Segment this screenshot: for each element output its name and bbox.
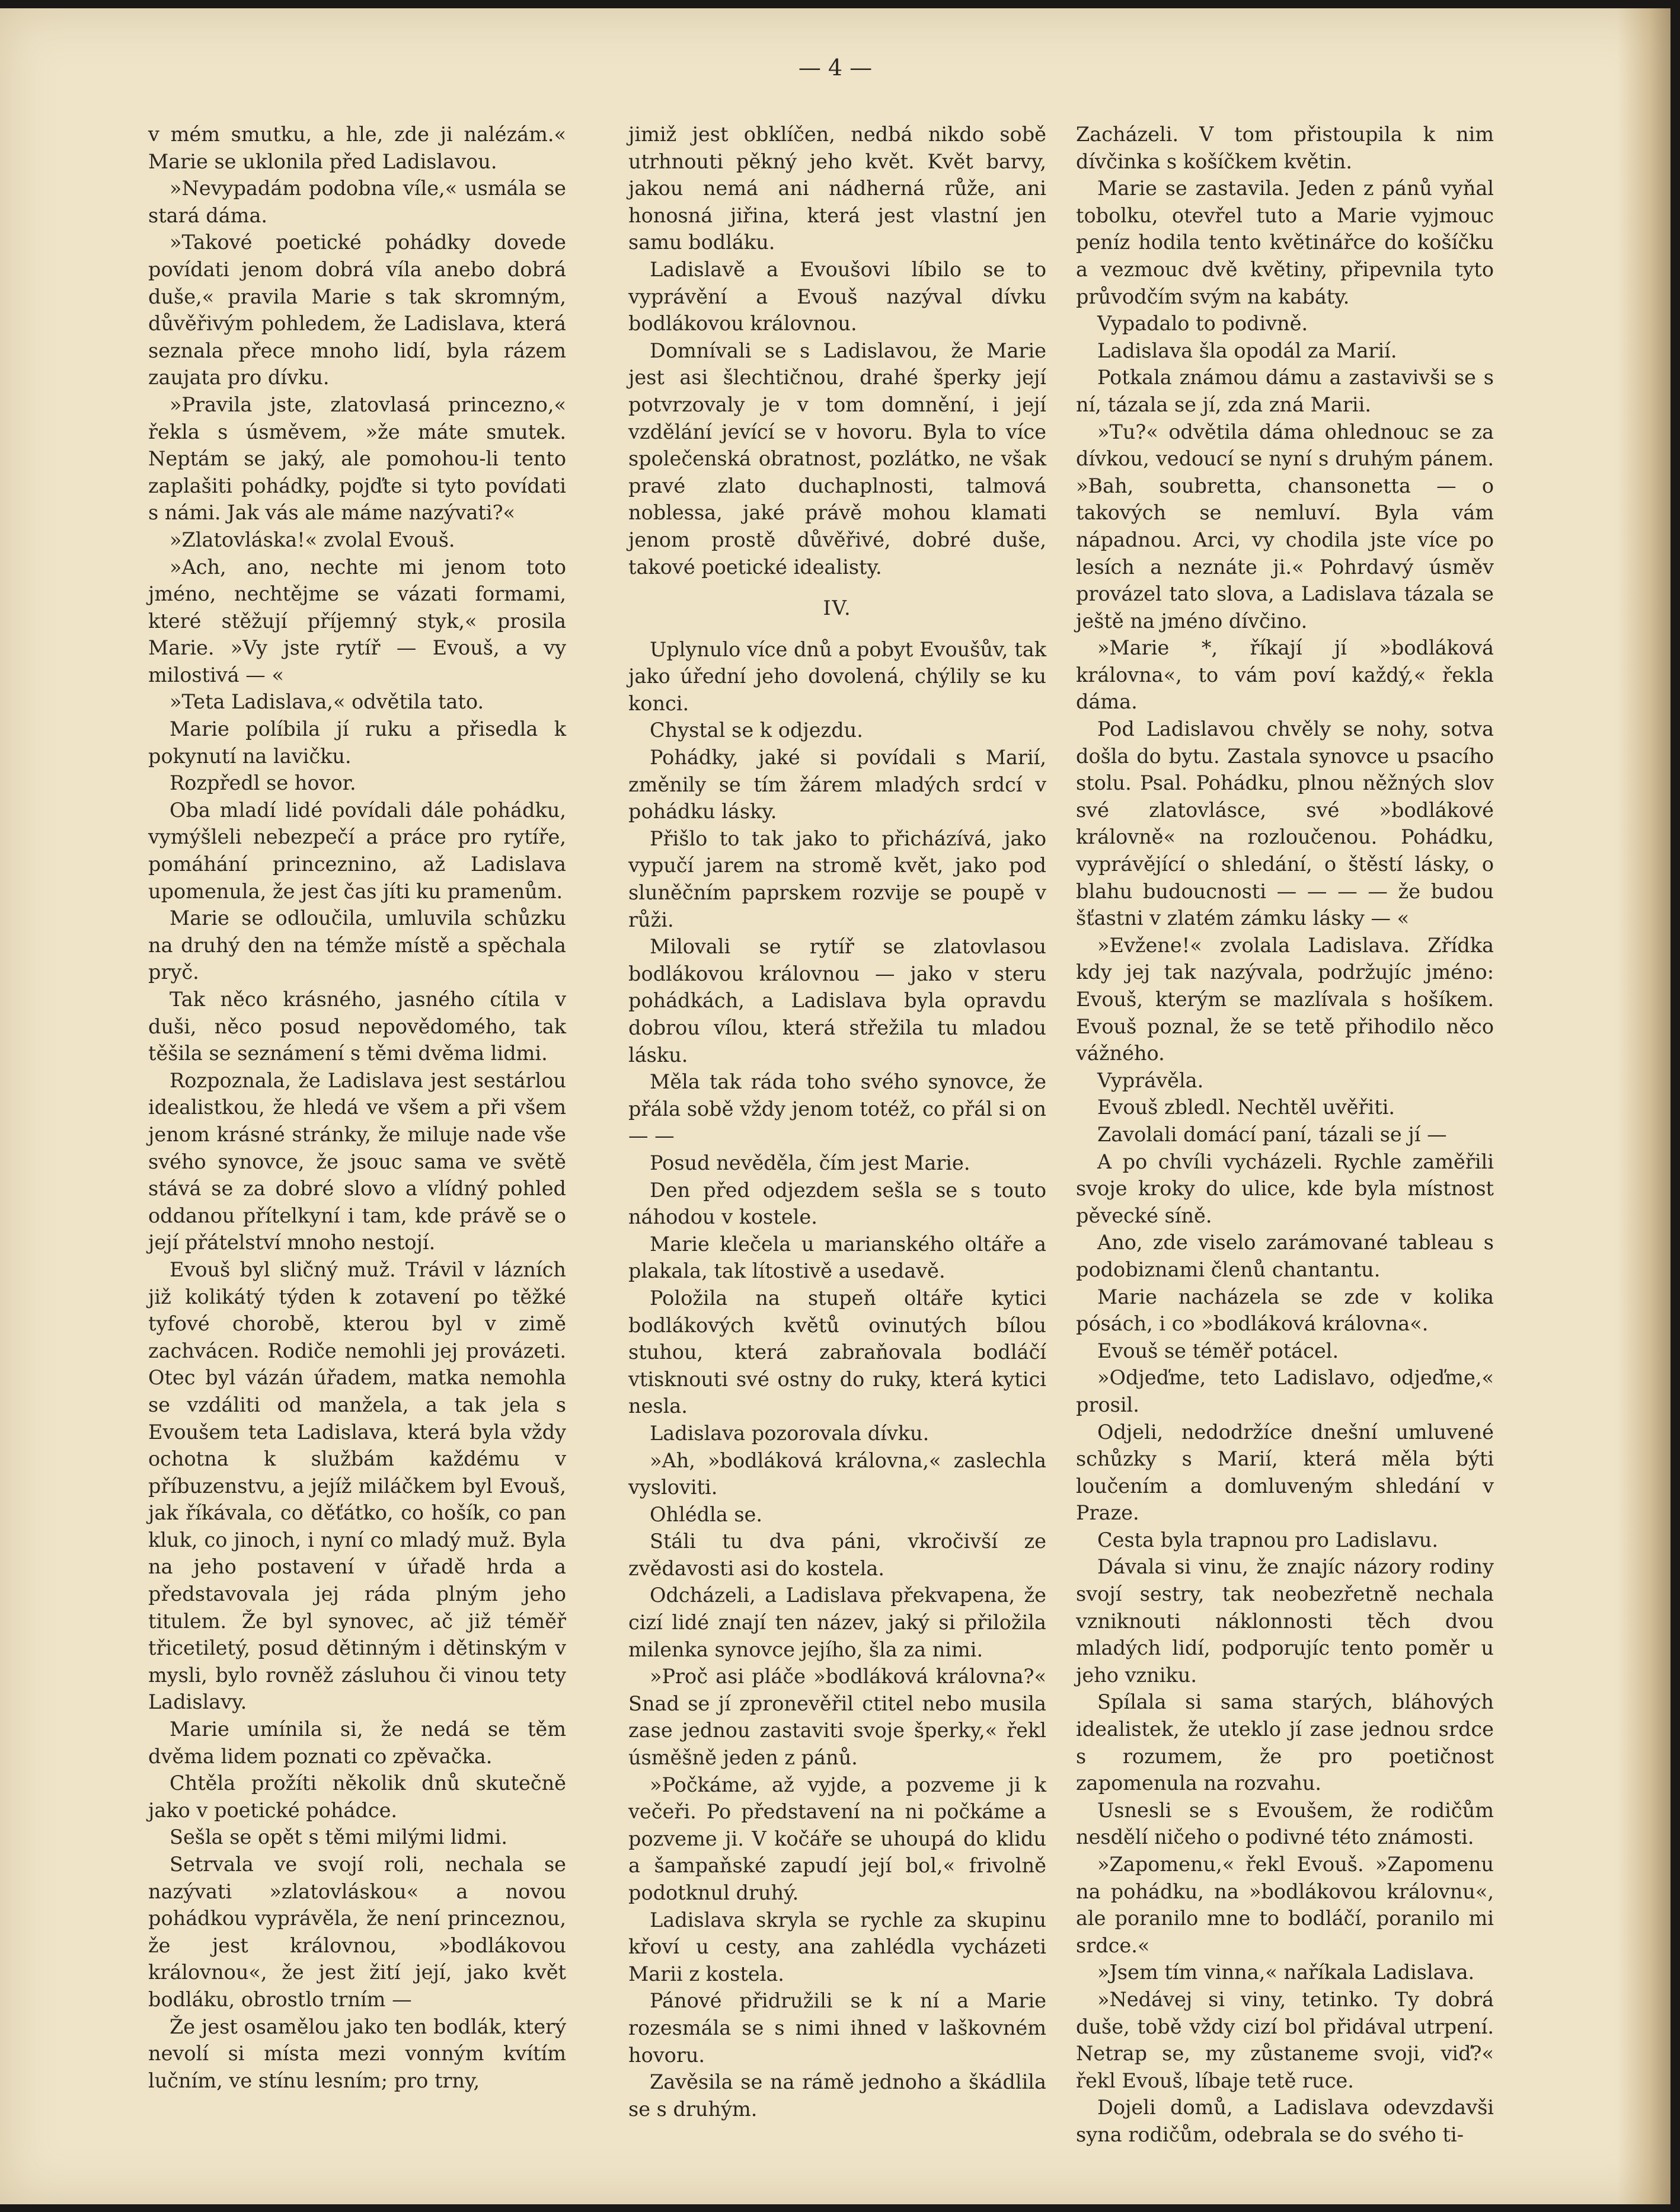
paragraph: Potkala známou dámu a zastavivši se s ní, tázala se jí, zda zná Marii. <box>1076 366 1494 416</box>
paragraph: »Pravila jste, zlatovlasá princezno,« řekla s úsměvem, »že máte smutek. Neptám se jaký, ale pomohou-li tento zaplašiti pohádky, pojďte si tyto povídati s námi. Jak vás ale máme nazývati?« <box>148 392 566 525</box>
paragraph: Ladislava šla opodál za Marií. <box>1097 339 1397 362</box>
paragraph: Ladislava skryla se rychle za skupinu křoví u cesty, ana zahlédla vycházeti Marii z kostela. <box>628 1908 1046 1986</box>
paragraph: »Počkáme, až vyjde, a pozveme ji k večeři. Po představení na ni počkáme a pozveme ji. V kočáře se uhoupá do klidu a šampaňské zapudí její bol,« frivolně podotknul druhý. <box>628 1773 1046 1904</box>
paragraph: »Odjeďme, teto Ladislavo, odjeďme,« prosil. <box>1076 1366 1494 1416</box>
paragraph: Zacházeli. V tom přistoupila k nim dívčinka s košíčkem květin. <box>1076 123 1494 173</box>
paragraph: A po chvíli vycházeli. Rychle zaměřili svoje kroky do ulice, kde byla místnost pěvecké síně. <box>1076 1150 1494 1227</box>
paragraph: Marie klečela u marianského oltáře a plakala, tak lítostivě a usedavě. <box>628 1232 1046 1283</box>
paragraph: »Tu?« odvětila dáma ohlednouc se za dívkou, vedoucí se nyní s druhým pánem. »Bah, soubretta, chansonetta — o takových se nemluví. Byla vám nápadnou. Arci, vy chodila jste více po lesích a neznáte ji.« Pohrdavý úsměv provázel tato slova, a Ladislava tázala se ještě na jméno dívčino. <box>1076 420 1494 633</box>
paragraph: »Evžene!« zvolala Ladislava. Zřídka kdy jej tak nazývala, podržujíc jméno: Evouš, kterým se mazlívala s hošíkem. Evouš poznal, že se tetě přihodilo něco vážného. <box>1076 933 1494 1065</box>
paragraph: »Nevypadám podobna víle,« usmála se stará dáma. <box>148 177 566 227</box>
text-column-2 <box>628 121 1046 2122</box>
paragraph: Odjeli, nedodržíce dnešní umluvené schůzky s Marií, která měla býti loučením a domluveným shledání v Praze. <box>1076 1420 1494 1525</box>
paragraph: Marie se zastavila. Jeden z pánů vyňal tobolku, otevřel tuto a Marie vyjmouc peníz hodila tento květinářce do košíčku a vezmouc dvě květiny, připevnila tyto průvodčím svým na kabáty. <box>1076 177 1494 308</box>
paragraph: Marie umínila si, že nedá se těm dvěma lidem poznati co zpěvačka. <box>148 1718 566 1768</box>
paragraph: Pohádky, jaké si povídali s Marií, změnily se tím žárem mladých srdcí v pohádku lásky. <box>628 746 1046 823</box>
paragraph: Dávala si vinu, že znajíc názory rodiny svojí sestry, tak neobezřetně nechala vzniknouti náklonnosti těch dvou mladých lidí, podporujíc tento poměr u jeho vzniku. <box>1076 1555 1494 1687</box>
paragraph: Ladislavě a Evoušovi líbilo se to vyprávění a Evouš nazýval dívku bodlákovou královnou. <box>628 257 1046 336</box>
page-number: — 4 — <box>798 55 873 81</box>
paragraph: »Zapomenu,« řekl Evouš. »Zapomenu na pohádku, na »bodlákovou královnu«, ale poranilo mne to bodláčí, poranilo mi srdce.« <box>1076 1853 1494 1957</box>
page-fold-shadow <box>1617 8 1671 2204</box>
paragraph: Domnívali se s Ladislavou, že Marie jest asi šlechtičnou, drahé šperky její potvrzovaly je v tom domnění, i její vzdělání jevící se v hovoru. Byla to více společenská obratnost, pozlátko, ne však pravé zlato duchaplnosti, talmová noblessa, jaké právě mohou klamati jenom prostě důvěřivé, dobré duše, takové poetické idealisty. <box>628 339 1046 579</box>
paragraph: Položila na stupeň oltáře kytici bodlákových květů ovinutých bílou stuhou, která zabraňovala bodláčí vtisknouti své ostny do ruky, která kytici nesla. <box>628 1286 1046 1418</box>
paragraph: Vyprávěla. <box>1097 1068 1204 1092</box>
paragraph: Že jest osamělou jako ten bodlák, který nevolí si místa mezi vonným kvítím lučním, ve stínu lesním; pro trny, <box>148 2015 566 2092</box>
paragraph: Setrvala ve svojí roli, nechala se nazývati »zlatovláskou« a novou pohádkou vyprávěla, že není princeznou, že jest královnou, »bodlákovou královnou«, že jest žití její, jako květ bodláku, obrostlo trním — <box>148 1853 566 2011</box>
paragraph: »Jsem tím vinna,« naříkala Ladislava. <box>1097 1961 1475 1984</box>
paragraph: Ano, zde viselo zarámované tableau s podobiznami členů chantantu. <box>1076 1231 1494 1281</box>
paragraph: Měla tak ráda toho svého synovce, že přála sobě vždy jenom totéž, co přál si on — — <box>628 1070 1046 1148</box>
paragraph: »Nedávej si viny, tetinko. Ty dobrá duše, tobě vždy cizí bol přidával utrpení. Netrap se, my zůstaneme svoji, viď?« řekl Evouš, líbaje tetě ruce. <box>1076 1987 1494 2092</box>
paragraph: Zavěsila se na rámě jednoho a škádlila se s druhým. <box>628 2070 1046 2121</box>
paragraph: jimiž jest obklíčen, nedbá nikdo sobě utrhnouti pěkný jeho květ. Květ barvy, jakou nemá ani nádherná růže, ani honosná jiřina, která jest vlastní jen samu bodláku. <box>628 123 1046 254</box>
paragraph: »Marie *, říkají jí »bodláková královna«, to vám poví každý,« řekla dáma. <box>1076 636 1494 714</box>
paragraph: »Takové poetické pohádky dovede povídati jenom dobrá víla anebo dobrá duše,« pravila Marie s tak skromným, důvěřivým pohledem, že Ladislava, která seznala přece mnoho lidí, byla rázem zaujata pro dívku. <box>148 231 566 390</box>
paragraph: Den před odjezdem sešla se s touto náhodou v kostele. <box>628 1178 1046 1229</box>
paragraph: Cesta byla trapnou pro Ladislavu. <box>1097 1528 1438 1552</box>
paragraph: Ohlédla se. <box>650 1502 763 1526</box>
paragraph: Usnesli se s Evoušem, že rodičům nesdělí ničeho o podivné této známosti. <box>1076 1798 1494 1849</box>
paragraph: Rozpředl se hovor. <box>170 771 356 795</box>
paragraph: Odcházeli, a Ladislava překvapena, že cizí lidé znají ten název, jaký si přiložila milenka synovce jejího, šla za nimi. <box>628 1584 1046 1661</box>
paragraph: Chystal se k odjezdu. <box>650 719 863 742</box>
paragraph: »Proč asi pláče »bodláková královna?« Snad se jí zpronevěřil ctitel nebo musila zase jednou zastaviti svoje šperky,« řekl úsměšně jeden z pánů. <box>628 1665 1046 1770</box>
text-column-1 <box>148 121 566 2094</box>
paragraph: »Ach, ano, nechte mi jenom toto jméno, nechtějme se vázati formami, které stěžují příjemný styk,« prosila Marie. »Vy jste rytíř — Evouš, a vy milostivá — « <box>148 555 566 687</box>
paragraph: Uplynulo více dnů a pobyt Evoušův, tak jako úřední jeho dovolená, chýlily se ku konci. <box>628 637 1046 715</box>
paragraph: Spílala si sama starých, bláhových idealistek, že uteklo jí zase jednou srdce s rozumem, že pro poetičnost zapomenula na rozvahu. <box>1076 1690 1494 1795</box>
paragraph: Stáli tu dva páni, vkročivší ze zvědavosti asi do kostela. <box>628 1530 1046 1580</box>
paragraph: Chtěla prožíti několik dnů skutečně jako v poetické pohádce. <box>148 1771 566 1822</box>
paragraph: Milovali se rytíř se zlatovlasou bodlákovou královnou — jako v steru pohádkách, a Ladislava byla opravdu dobrou vílou, která střežila tu mladou lásku. <box>628 935 1046 1067</box>
paragraph: »Ah, »bodláková královna,« zaslechla vysloviti. <box>628 1448 1046 1499</box>
paragraph: Marie políbila jí ruku a přisedla k pokynutí na lavičku. <box>148 717 566 768</box>
paragraph: Oba mladí lidé povídali dále pohádku, vymýšleli nebezpečí a práce pro rytíře, pomáhání princeznino, až Ladislava upomenula, že jest čas jíti ku pramenům. <box>148 798 566 903</box>
paragraph: Rozpoznala, že Ladislava jest sestárlou idealistkou, že hledá ve všem a při všem jenom krásné stránky, že miluje nade vše svého synovce, že jsouc sama ve světě stává se za dobré slovo a vlídný pohled oddanou přítelkyní i tam, kde právě se o její přátelství mnoho nestojí. <box>148 1068 566 1255</box>
paragraph: Zavolali domácí paní, tázali se jí — <box>1097 1122 1447 1146</box>
paragraph: Tak něco krásného, jasného cítila v duši, něco posud nepovědomého, tak těšila se seznámení s těmi dvěma lidmi. <box>148 988 566 1065</box>
section-heading: IV. <box>823 596 852 620</box>
paragraph: Evouš byl sličný muž. Trávil v lázních již kolikátý týden k zotavení po těžké tyfové chorobě, kterou byl v zimě zachvácen. Rodiče nemohli jej provázeti. Otec byl vázán úřadem, matka nemohla se vzdáliti od manžela, a tak jela s Evoušem teta Ladislava, která byla vždy ochotna k službám každému v příbuzenstvu, a jejíž miláčkem byl Evouš, jak říkávala, co děťátko, co hošík, co pan kluk, co jinoch, i nyní co mladý muž. Byla na jeho postavení v úřadě hrda a představovala jej ráda plným jeho titulem. Že byl synovec, ač již téměř třicetiletý, posud dětinným i dětinským v mysli, bylo rovněž zásluhou či vinou tety Ladislavy. <box>148 1257 566 1714</box>
paragraph: Vypadalo to podivně. <box>1097 312 1308 336</box>
paragraph: »Teta Ladislava,« odvětila tato. <box>170 690 484 714</box>
paragraph: Pod Ladislavou chvěly se nohy, sotva došla do bytu. Zastala synovce u psacího stolu. Psal. Pohádku, plnou něžných slov své zlatovlásce, své »bodlákové královně« na rozloučenou. Pohádku, vyprávějící o shledání, o štěstí lásky, o blahu budoucnosti — — — — že budou šťastni v zlatém zámku lásky — « <box>1076 717 1494 930</box>
paragraph: Evouš zbledl. Nechtěl uvěřiti. <box>1097 1096 1395 1119</box>
text-column-3 <box>1076 121 1494 2149</box>
paragraph: Marie nacházela se zde v kolika pósách, i co »bodláková královna«. <box>1076 1285 1494 1336</box>
paragraph: Přišlo to tak jako to přicházívá, jako vypučí jarem na stromě květ, jako pod sluněčním paprskem rozvije se poupě v růži. <box>628 826 1046 931</box>
paragraph: Sešla se opět s těmi milými lidmi. <box>170 1825 508 1849</box>
paragraph: Posud nevěděla, čím jest Marie. <box>650 1151 970 1174</box>
paragraph: v mém smutku, a hle, zde ji nalézám.« Marie se uklonila před Ladislavou. <box>148 123 566 173</box>
paragraph: Ladislava pozorovala dívku. <box>650 1421 930 1445</box>
paragraph: Dojeli domů, a Ladislava odevzdavši syna rodičům, odebrala se do svého ti- <box>1076 2096 1494 2146</box>
paragraph: Marie se odloučila, umluvila schůzku na druhý den na témže místě a spěchala pryč. <box>148 906 566 984</box>
paragraph: »Zlatovláska!« zvolal Evouš. <box>170 528 455 551</box>
paragraph: Evouš se téměř potácel. <box>1097 1339 1339 1362</box>
newspaper-page <box>0 8 1671 2204</box>
paragraph: Pánové přidružili se k ní a Marie rozesmála se s nimi ihned v laškovném hovoru. <box>628 1989 1046 2067</box>
